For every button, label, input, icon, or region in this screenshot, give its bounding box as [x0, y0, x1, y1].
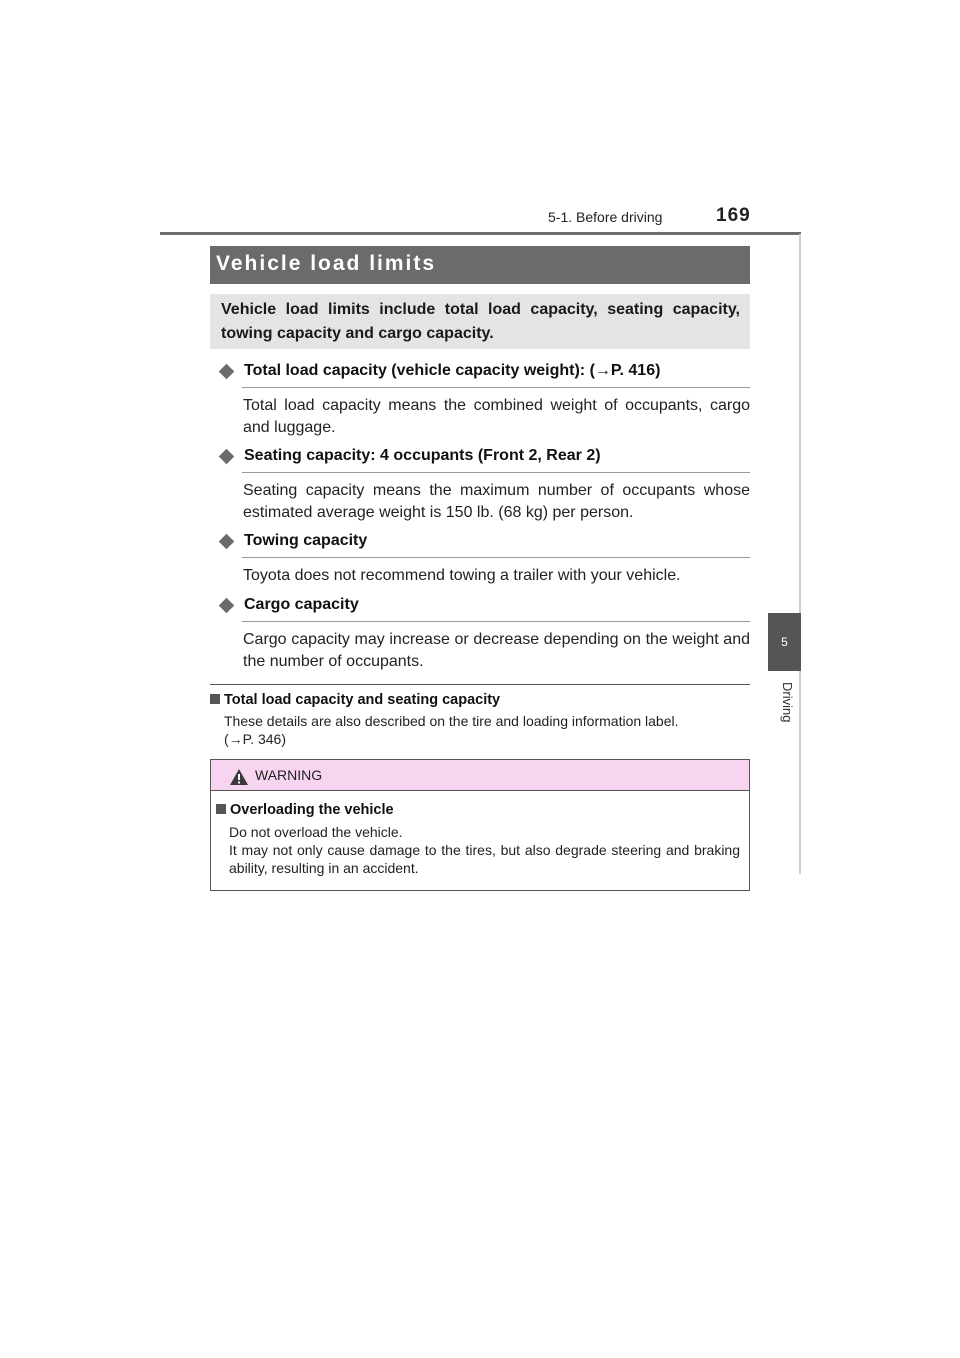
note-line: These details are also described on the tire and loading information label. [224, 713, 679, 729]
section-heading-text: Towing capacity [244, 532, 368, 549]
section-heading-text: Total load capacity (vehicle capacity weight): (→P. 416) [244, 362, 661, 379]
warning-label: WARNING [255, 767, 323, 783]
page-title: Vehicle load limits [216, 252, 437, 275]
note-title [210, 692, 500, 708]
note-rule [210, 684, 750, 685]
note-body [224, 712, 750, 748]
section-heading-text: Seating capacity: 4 occupants (Front 2, Rear 2) [244, 447, 601, 464]
diamond-bullet-icon [219, 363, 235, 379]
section-cargo [218, 593, 750, 673]
section-rule [242, 557, 750, 558]
section-body: Total load capacity means the combined weight of occupants, cargo and luggage. [243, 397, 750, 436]
diamond-bullet-icon [219, 448, 235, 464]
square-bullet-icon [216, 804, 226, 814]
section-rule [242, 387, 750, 388]
chapter-label-text: Driving [780, 682, 795, 723]
diamond-bullet-icon [219, 533, 235, 549]
chapter-tab: 5 [768, 613, 801, 671]
section-heading [218, 529, 750, 553]
warning-triangle-icon [229, 768, 249, 786]
diamond-bullet-icon [219, 597, 235, 613]
note-line: (→P. 346) [224, 731, 286, 747]
section-heading [218, 593, 750, 617]
note-title-text: Total load capacity and seating capacity [224, 692, 501, 708]
section-body: Toyota does not recommend towing a trailer with your vehicle. [243, 567, 681, 584]
section-body: Seating capacity means the maximum number of occupants whose estimated average weight is 150 lb. (68 kg) per person. [243, 482, 750, 521]
section-rule [242, 472, 750, 473]
warning-subtitle-text: Overloading the vehicle [230, 802, 394, 818]
section-seating [218, 444, 750, 524]
warning-header [211, 760, 749, 791]
header-rule [160, 232, 801, 235]
section-total-load [218, 359, 750, 439]
section-label: 5-1. Before driving [548, 209, 663, 225]
chapter-label [765, 682, 803, 752]
warning-line: Do not overload the vehicle. [229, 824, 403, 840]
intro-box [210, 294, 750, 349]
warning-subtitle [216, 802, 394, 818]
section-heading [218, 444, 750, 468]
section-towing [218, 529, 750, 587]
section-heading [218, 359, 750, 383]
intro-text: Vehicle load limits include total load capacity, seating capacity, towing capacity and cargo capacity. [221, 301, 740, 342]
title-bar [210, 246, 750, 284]
page-number: 169 [716, 205, 751, 226]
section-rule [242, 621, 750, 622]
warning-line: It may not only cause damage to the tires, but also degrade steering and braking ability, resulting in an accident. [229, 842, 740, 876]
warning-box [210, 759, 750, 891]
side-divider [799, 234, 801, 874]
section-body: Cargo capacity may increase or decrease depending on the weight and the number of occupants. [243, 631, 750, 670]
square-bullet-icon [210, 694, 220, 704]
warning-text [229, 823, 740, 877]
section-heading-text: Cargo capacity [244, 596, 359, 613]
